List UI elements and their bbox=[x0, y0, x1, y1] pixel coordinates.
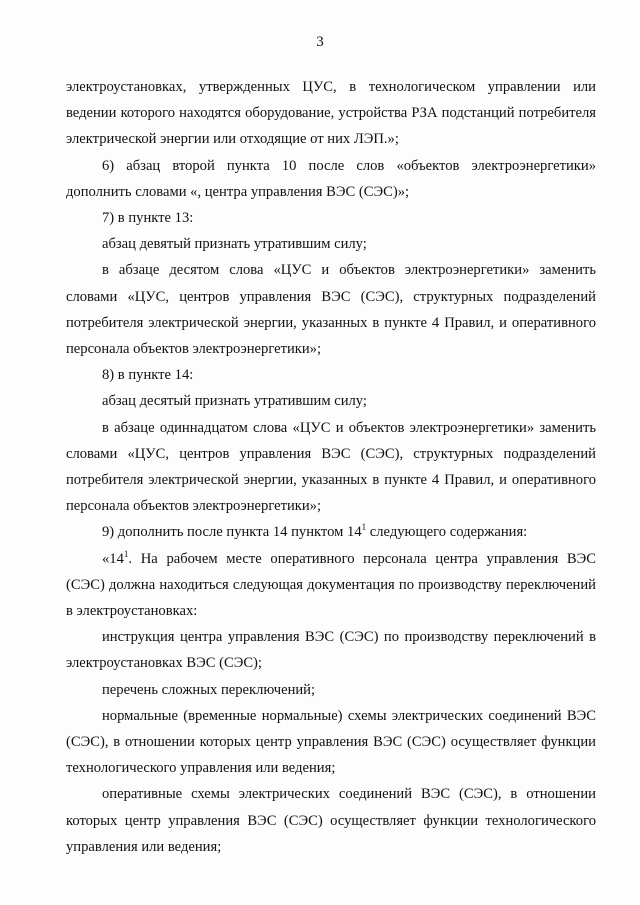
paragraph-item-8: 8) в пункте 14: bbox=[102, 367, 194, 384]
paragraph-new-point-number: «14 bbox=[102, 550, 124, 567]
paragraph-doc-list: перечень сложных переключений; bbox=[102, 681, 316, 698]
paragraph-item-7: 7) в пункте 13: bbox=[102, 210, 194, 227]
paragraph-doc-instruction: инструкция центра управления ВЭС (СЭС) по производству переключений в электроустановках ВЭС (СЭС); bbox=[66, 629, 596, 672]
paragraph-doc-normal-schemes: нормальные (временные нормальные) схемы электрических соединений ВЭС (СЭС), в отношении которых центр управления ВЭС (СЭС) осуществляет функции технологического управления или ведения; bbox=[66, 707, 596, 777]
paragraph-item-9-text-start: 9) дополнить после пункта 14 пунктом 14 bbox=[102, 524, 362, 541]
paragraph-item-8-sub-2: в абзаце одиннадцатом слова «ЦУС и объектов электроэнергетики» заменить словами «ЦУС, центров управления ВЭС (СЭС), структурных подразделений потребителя электрической энергии, указанных в пункте 4 Правил, и оперативного персонала объектов электроэнергетики»; bbox=[66, 419, 596, 515]
paragraph-continuation: электроустановках, утвержденных ЦУС, в технологическом управлении или ведении которого находятся оборудование, устройства РЗА подстанций потребителя электрической энергии или отходящие от них ЛЭП.»; bbox=[66, 79, 596, 148]
paragraph-doc-operative-schemes: оперативные схемы электрических соединений ВЭС (СЭС), в отношении которых центр управления ВЭС (СЭС) осуществляет функции технологического управления или ведения; bbox=[66, 786, 596, 855]
paragraph-item-9 bbox=[66, 519, 596, 545]
document-body bbox=[66, 74, 596, 860]
paragraph-item-6: 6) абзац второй пункта 10 после слов «объектов электроэнергетики» дополнить словами «, центра управления ВЭС (СЭС)»; bbox=[66, 157, 596, 200]
superscript-mark: 1 bbox=[361, 522, 367, 533]
page-number: 3 bbox=[316, 34, 324, 50]
paragraph-item-8-sub-1: абзац десятый признать утратившим силу; bbox=[102, 393, 367, 410]
paragraph-new-point bbox=[66, 546, 596, 625]
superscript-mark: 1 bbox=[123, 548, 129, 559]
paragraph-item-7-sub-2: в абзаце десятом слова «ЦУС и объектов электроэнергетики» заменить словами «ЦУС, центров управления ВЭС (СЭС), структурных подразделений потребителя электрической энергии, указанных в пункте 4 Правил, и оперативного персонала объектов электроэнергетики»; bbox=[66, 262, 596, 358]
paragraph-item-9-text-end: следующего содержания: bbox=[366, 524, 528, 541]
paragraph-new-point-text: . На рабочем месте оперативного персонала центра управления ВЭС (СЭС) должна находиться следующая документация по производству переключений в электроустановках: bbox=[66, 550, 596, 620]
paragraph-item-7-sub-1: абзац девятый признать утратившим силу; bbox=[102, 236, 367, 253]
